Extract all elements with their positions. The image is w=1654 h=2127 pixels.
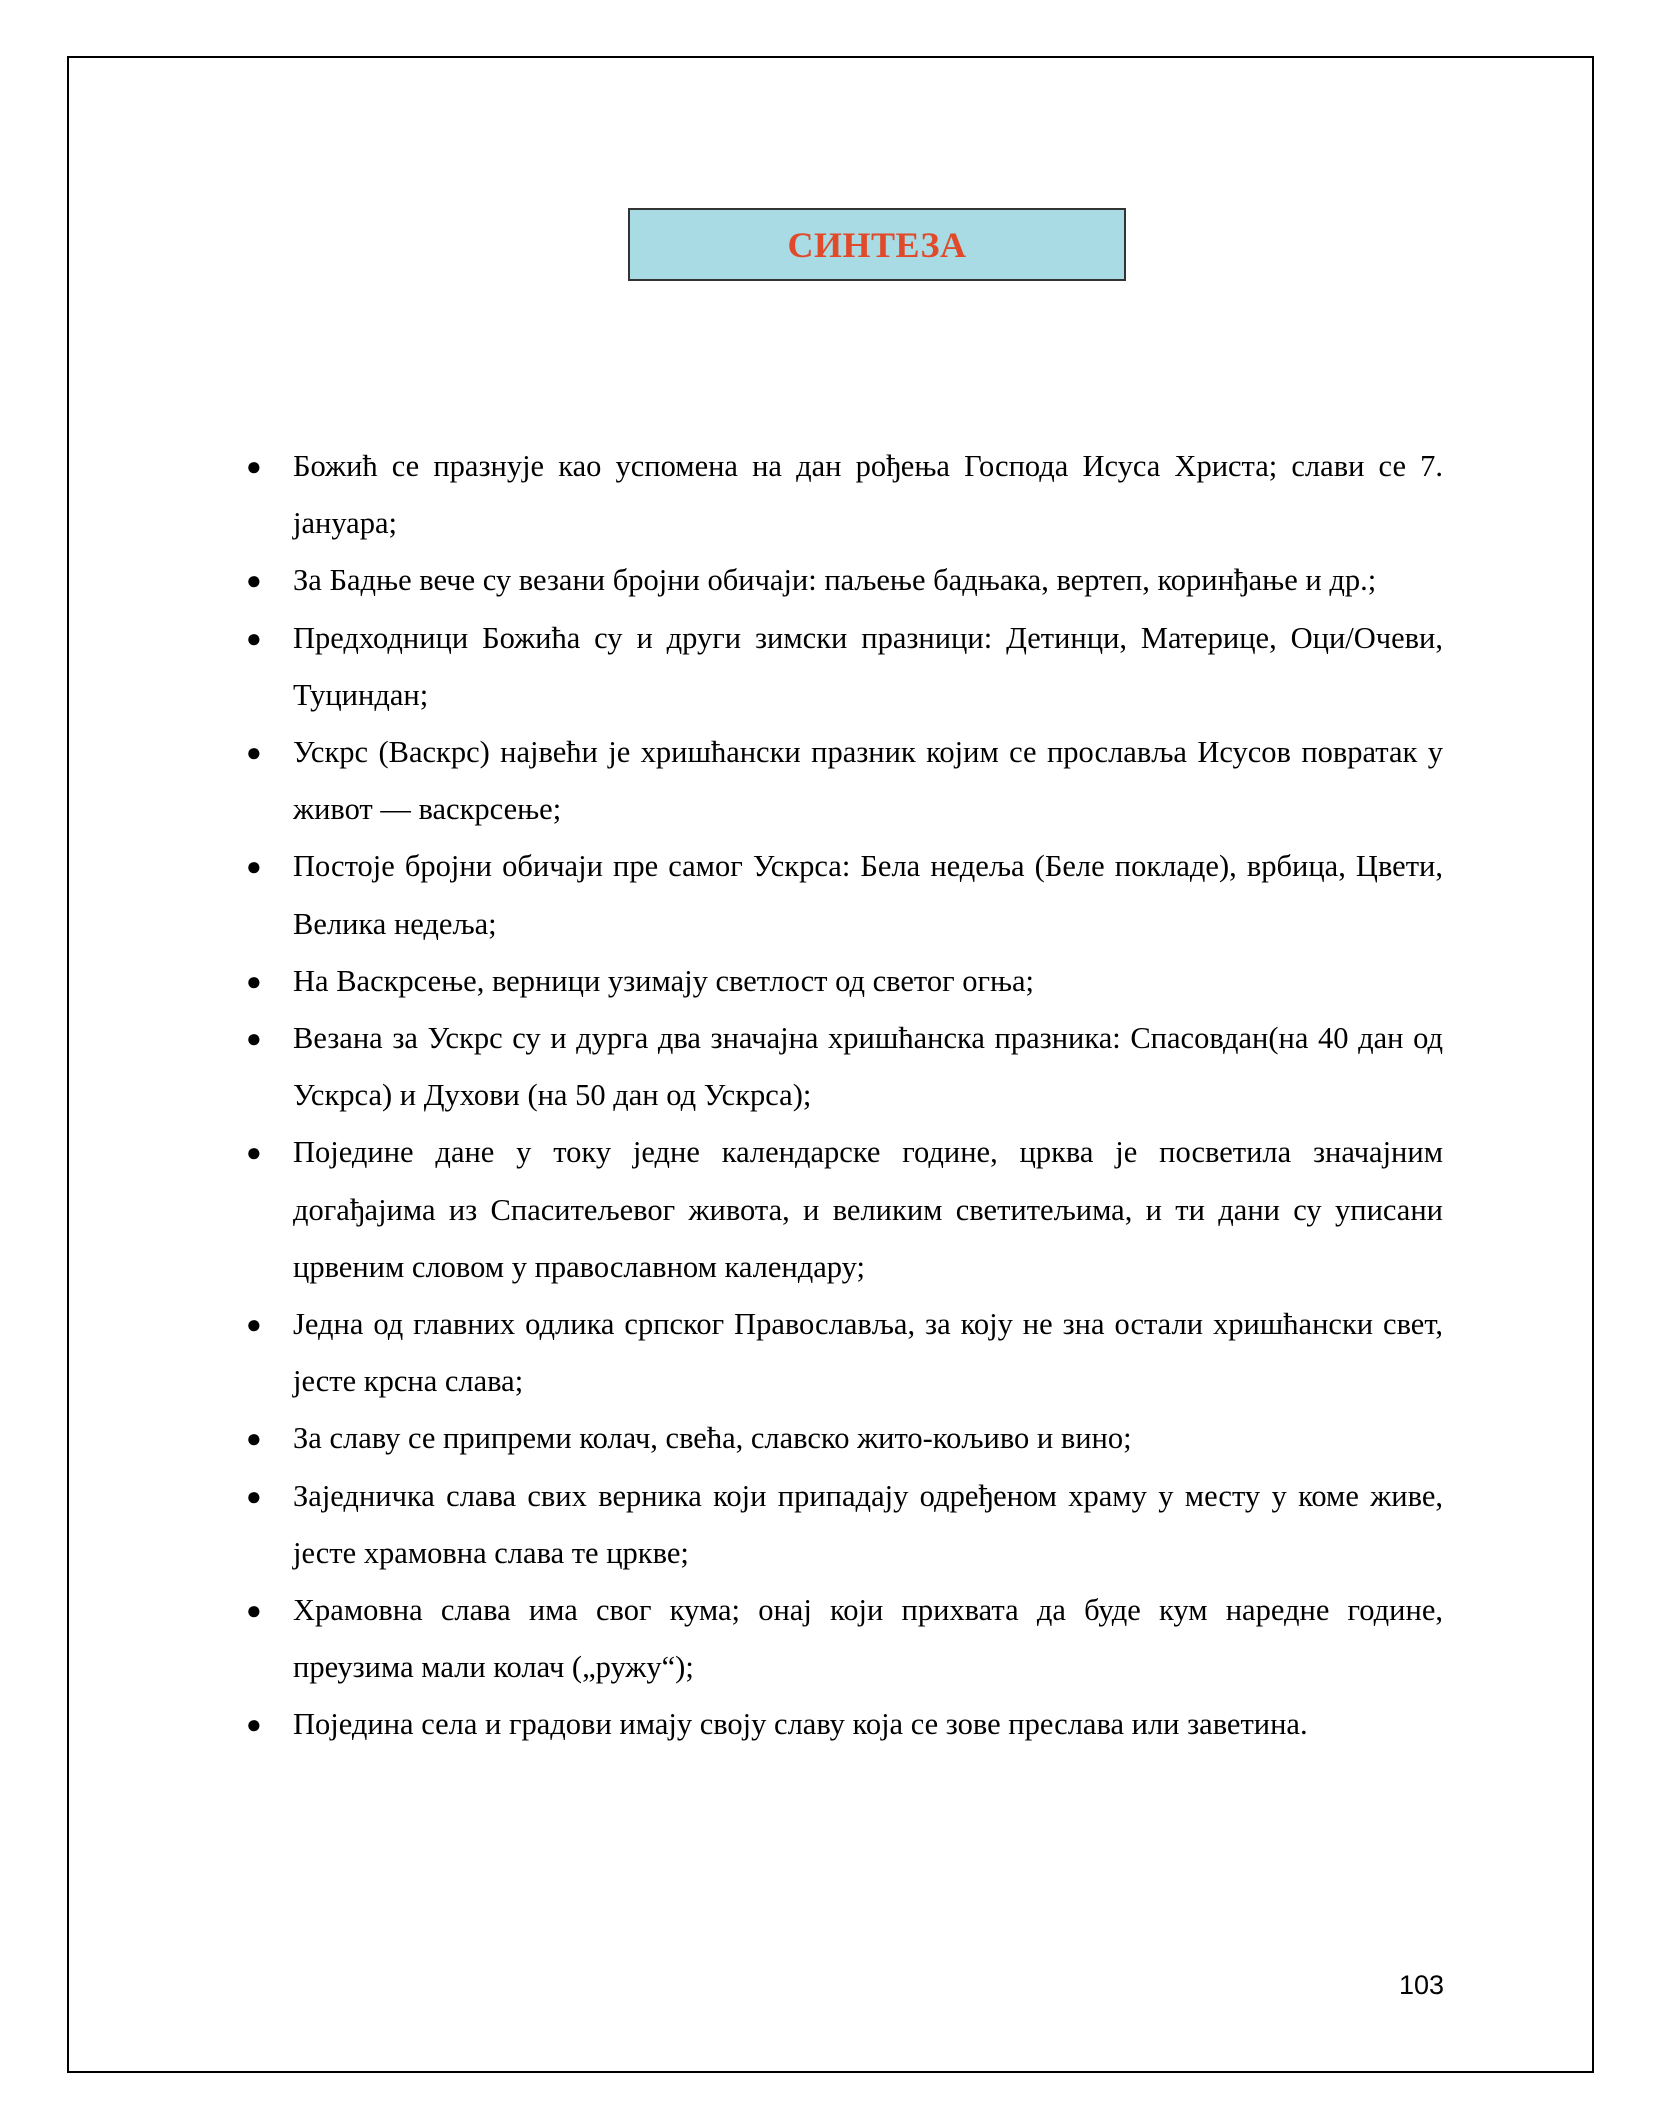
list-item <box>240 1124 1443 1296</box>
list-item <box>240 1696 1443 1753</box>
bullet-icon: ● <box>246 1424 262 1454</box>
list-item-text: Божић се празнује као успомена на дан рођења Господа Исуса Христа; слави се 7. јануара; <box>293 449 1443 541</box>
summary-list <box>240 438 1443 1754</box>
list-item-text: Поједина села и градови имају своју славу која се зове преслава или заветина. <box>293 1707 1308 1742</box>
list-item <box>240 953 1443 1010</box>
bullet-icon: ● <box>246 1310 262 1340</box>
list-item-text: За славу се припреми колач, свећа, славско жито-кољиво и вино; <box>293 1421 1132 1456</box>
list-item <box>240 1010 1443 1124</box>
bullet-icon: ● <box>246 966 262 996</box>
page-number: 103 <box>1398 1970 1444 2000</box>
bullet-icon: ● <box>246 852 262 882</box>
page-title: СИНТЕЗА <box>787 224 967 265</box>
list-item <box>240 1582 1443 1696</box>
list-item <box>240 838 1443 952</box>
list-item <box>240 1468 1443 1582</box>
list-item-text: Везана за Ускрс су и дурга два значајна хришћанска празника: Спасовдан(на 40 дан од Ускрса) и Духови (на 50 дан од Ускрса); <box>293 1021 1443 1113</box>
title-box <box>628 208 1126 281</box>
list-item-text: Једна од главних одлика српског Православља, за коју не зна остали хришћански свет, јесте крсна слава; <box>293 1307 1443 1399</box>
bullet-icon: ● <box>246 738 262 768</box>
list-item-text: Храмовна слава има свог кума; онај који прихвата да буде кум наредне године, преузима мали колач („ружу“); <box>293 1593 1443 1685</box>
bullet-icon: ● <box>246 1481 262 1511</box>
bullet-icon: ● <box>246 1024 262 1054</box>
list-item <box>240 1410 1443 1467</box>
list-item-text: Заједничка слава свих верника који припадају одређеном храму у месту у коме живе, јесте храмовна слава те цркве; <box>293 1478 1443 1570</box>
list-item <box>240 438 1443 552</box>
list-item <box>240 610 1443 724</box>
bullet-icon: ● <box>246 1138 262 1168</box>
list-item-text: Предходници Божића су и други зимски празници: Детинци, Материце, Оци/Очеви, Туциндан; <box>293 620 1443 712</box>
list-item-text: Поједине дане у току једне календарске године, црква је посветила значајним догађајима из Спаситељевог живота, и великим светитељима, и ти дани су уписани црвеним словом у православном календару; <box>293 1135 1443 1284</box>
list-item <box>240 724 1443 838</box>
list-item <box>240 552 1443 609</box>
bullet-icon: ● <box>246 623 262 653</box>
bullet-icon: ● <box>246 1596 262 1626</box>
bullet-icon: ● <box>246 1710 262 1740</box>
bullet-icon: ● <box>246 566 262 596</box>
list-item-text: Ускрс (Васкрс) највећи је хришћански празник којим се прославља Исусов повратак у живот — васкрсење; <box>293 735 1443 827</box>
list-item-text: На Васкрсење, верници узимају светлост од светог огња; <box>293 963 1035 998</box>
list-item-text: За Бадње вече су везани бројни обичаји: паљење бадњака, вертеп, коринђање и др.; <box>293 563 1377 598</box>
bullet-icon: ● <box>246 452 262 481</box>
list-item <box>240 1296 1443 1410</box>
list-item-text: Постоје бројни обичаји пре самог Ускрса: Бела недеља (Беле покладе), врбица, Цвети, Велика недеља; <box>293 849 1443 941</box>
